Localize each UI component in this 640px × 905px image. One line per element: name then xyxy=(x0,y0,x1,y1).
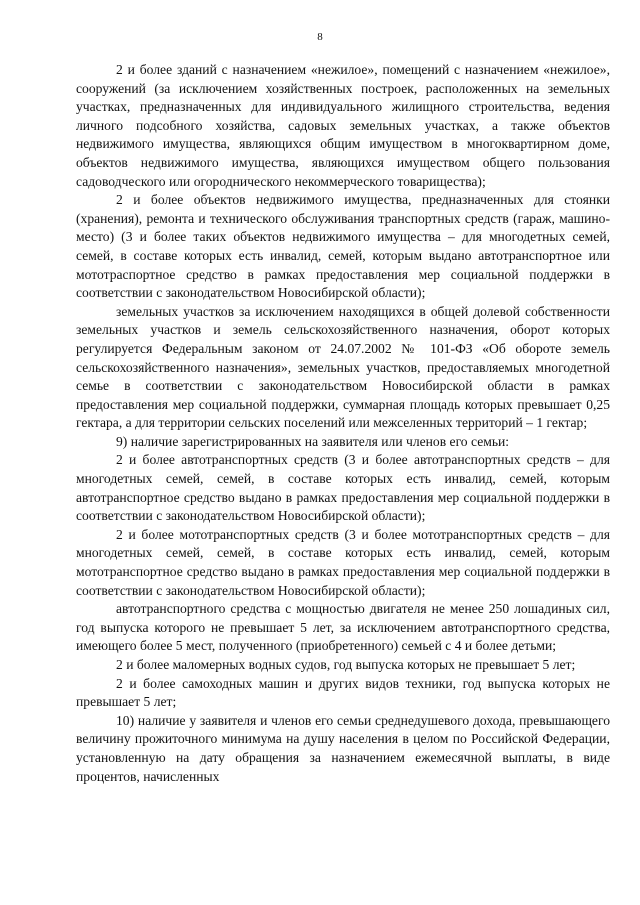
paragraph-garage-objects: 2 и более объектов недвижимого имущества, предназначенных для стоянки (хранения), ремонта и технического обслуживания транспортных средств (гараж, машино-место) (3 и более таких объектов недвижимого имущества – для многодетных семей, семей, в составе которых есть инвалид, семей, которым выдано автотранспортное или мототраспортное средство в рамках предоставления мер социальной поддержки в соответствии с законодательством Новосибирской области); xyxy=(76,192,610,301)
paragraph-item-10-income: 10) наличие у заявителя и членов его семьи среднедушевого дохода, превышающего величину прожиточного минимума на душу населения в целом по Российской Федерации, установленную на дату обращения за назначением ежемесячной выплаты, в виде процентов, начисленных xyxy=(76,712,610,784)
paragraph-small-vessels: 2 и более маломерных водных судов, год выпуска которых не превышает 5 лет; xyxy=(116,657,576,672)
paragraph-non-residential-buildings: 2 и более зданий с назначением «нежилое», помещений с назначением «нежилое», сооружений (за исключением хозяйственных построек, расположенных на земельных участках, предназначенных для индивидуального жилищного строительства, ведения личного подсобного хозяйства, садовых земельных участках, а также объектов недвижимого имущества, являющихся общим имуществом в многоквартирном доме, объектов недвижимого имущества, являющихся имуществом общего пользования садоводческого или огороднического некоммерческого товарищества); xyxy=(76,62,610,189)
paragraph-high-power-vehicle: автотранспортного средства с мощностью двигателя не менее 250 лошадиных сил, год выпуска которого не превышает 5 лет, за исключением автотранспортного средства, имеющего более 5 мест, полученного (приобретенного) семьей с 4 и более детьми; xyxy=(76,601,610,654)
page-number: 8 xyxy=(317,31,323,43)
paragraph-motor-vehicles: 2 и более автотранспортных средств (3 и более автотранспортных средств – для многодетных семей, семей, в составе которых есть инвалид, семей, которым автотранспортное средство выдано в рамках предоставления мер социальной поддержки в соответствии с законодательством Новосибирской области); xyxy=(76,452,610,524)
paragraph-motorcycles: 2 и более мототранспортных средств (3 и более мототранспортных средств – для многодетных семей, семей, в составе которых есть инвалид, семей, которым мототранспортное средство выдано в рамках предоставления мер социальной поддержки в соответствии с законодательством Новосибирской области); xyxy=(76,526,610,598)
paragraph-self-propelled-machines: 2 и более самоходных машин и других видов техники, год выпуска которых не превышает 5 лет; xyxy=(76,675,610,710)
paragraph-land-plots: земельных участков за исключением находящихся в общей долевой собственности земельных участков и земель сельскохозяйственного назначения, оборот которых регулируется Федеральным законом от 24.07.2002 № 101-ФЗ «Об обороте земель сельскохозяйственного назначения», земельных участков, предоставляемых многодетной семье в соответствии с законодательством Новосибирской области в рамках предоставления мер социальной поддержки, суммарная площадь которых превышает 0,25 гектара, а для территории сельских поселений или межселенных территорий – 1 гектар; xyxy=(76,303,610,431)
paragraph-item-9-heading: 9) наличие зарегистрированных на заявителя или членов его семьи: xyxy=(116,433,510,449)
